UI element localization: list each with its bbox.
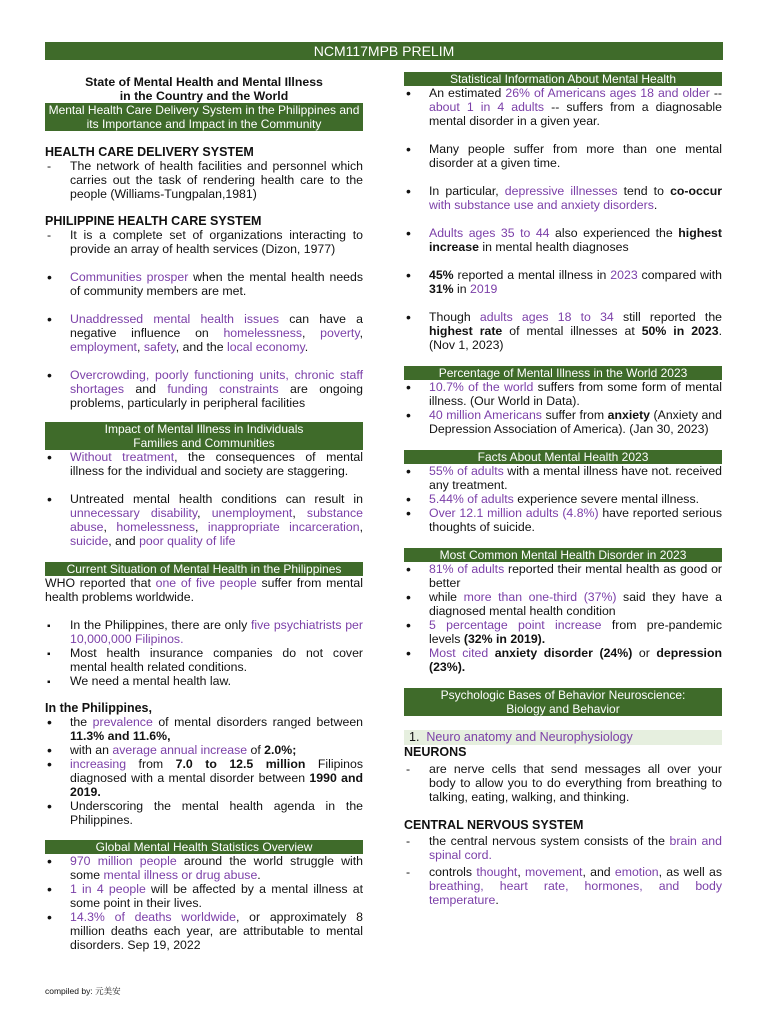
phcs-heading: PHILIPPINE HEALTH CARE SYSTEM (45, 214, 262, 228)
section-bar-common: Most Common Mental Health Disorder in 2023 (404, 548, 722, 562)
list-item: • In particular, depressive illnesses tend to co-occur with substance use and anxiety disorders. (404, 184, 722, 212)
right-column (404, 72, 722, 907)
list-item: ▪ We need a mental health law. (45, 674, 363, 688)
list-item: • An estimated 26% of Americans ages 18 and older -- about 1 in 4 adults -- suffers from a diagnosable mental disorder in a given year. (404, 86, 722, 128)
list-item: • Overcrowding, poorly functioning units, chronic staff shortages and funding constraints are ongoing problems, particularly in peripheral facilities (45, 368, 363, 410)
header-title: NCM117MPB PRELIM (45, 42, 723, 60)
list-item: • 40 million Americans suffer from anxiety (Anxiety and Depression Association of America). (Jan 30, 2023) (404, 408, 722, 436)
section-bar-delivery: Mental Health Care Delivery System in the Philippines and its Importance and Impact in the Community (45, 103, 363, 131)
list-item: • 81% of adults reported their mental health as good or better (404, 562, 722, 590)
list-item: ▪ In the Philippines, there are only five psychiatrists per 10,000,000 Filipinos. (45, 618, 363, 646)
list-item: • 55% of adults with a mental illness have not. received any treatment. (404, 464, 722, 492)
section-bar-psychologic: Psychologic Bases of Behavior Neuroscience: Biology and Behavior (404, 688, 722, 716)
list-item: • increasing from 7.0 to 12.5 million Filipinos diagnosed with a mental disorder between 1990 and 2019. (45, 757, 363, 799)
list-item: • Without treatment, the consequences of mental illness for the individual and society are staggering. (45, 450, 363, 478)
list-item: • while more than one-third (37%) said they have a diagnosed mental health condition (404, 590, 722, 618)
list-item: • Underscoring the mental health agenda in the Philippines. (45, 799, 363, 827)
cns-item: - controls thought, movement, and emotion, as well as breathing, heart rate, hormones, and body temperature. (404, 865, 722, 907)
list-item: • Most cited anxiety disorder (24%) or depression (23%). (404, 646, 722, 674)
hcds-item: - The network of health facilities and personnel which carries out the task of rendering health care to the people (Williams-Tungpalan,1981) (45, 159, 363, 201)
cns-heading: CENTRAL NERVOUS SYSTEM (404, 818, 584, 832)
list-item: • Adults ages 35 to 44 also experienced the highest increase in mental health diagnoses (404, 226, 722, 254)
section-bar-current: Current Situation of Mental Health in the Philippines (45, 562, 363, 576)
list-item: • 1 in 4 people will be affected by a mental illness at some point in their lives. (45, 882, 363, 910)
section-bar-statistical: Statistical Information About Mental Health (404, 72, 722, 86)
doc-title: State of Mental Health and Mental Illness in the Country and the World (85, 75, 323, 103)
list-item: • Unaddressed mental health issues can have a negative influence on homelessness, poverty, employment, safety, and the local economy. (45, 312, 363, 354)
list-item: • the prevalence of mental disorders ranged between 11.3% and 11.6%, (45, 715, 363, 743)
numbered-heading: 1. Neuro anatomy and Neurophysiology (404, 730, 722, 745)
section-bar-impact: Impact of Mental Illness in Individuals Families and Communities (45, 422, 363, 450)
neurons-item: - are nerve cells that send messages all over your body to allow you to do everything from breathing to talking, eating, walking, and thinking. (404, 762, 722, 804)
phcs-item: - It is a complete set of organizations interacting to provide an array of health services (Dizon, 1977) (45, 228, 363, 256)
who-text: WHO reported that one of five people suffer from mental health problems worldwide. (45, 576, 363, 604)
in-philippines-heading: In the Philippines, (45, 701, 152, 715)
left-column (45, 72, 363, 952)
cns-item: - the central nervous system consists of the brain and spinal cord. (404, 834, 722, 862)
list-item: • 10.7% of the world suffers from some form of mental illness. (Our World in Data). (404, 380, 722, 408)
section-bar-facts: Facts About Mental Health 2023 (404, 450, 722, 464)
list-item: • Untreated mental health conditions can result in unnecessary disability, unemployment, substance abuse, homelessness, inappropriate incarceration, suicide, and poor quality of life (45, 492, 363, 548)
section-bar-global: Global Mental Health Statistics Overview (45, 840, 363, 854)
section-bar-world: Percentage of Mental Illness in the World 2023 (404, 366, 722, 380)
list-item: • Communities prosper when the mental health needs of community members are met. (45, 270, 363, 298)
list-item: • 45% reported a mental illness in 2023 compared with 31% in 2019 (404, 268, 722, 296)
list-item: • Many people suffer from more than one mental disorder at a given time. (404, 142, 722, 170)
footer-credit: compiled by: 元美安 (45, 986, 121, 996)
neurons-heading: NEURONS (404, 745, 467, 759)
list-item: • 970 million people around the world struggle with some mental illness or drug abuse. (45, 854, 363, 882)
hcds-heading: HEALTH CARE DELIVERY SYSTEM (45, 145, 254, 159)
list-item: • 5 percentage point increase from pre-pandemic levels (32% in 2019). (404, 618, 722, 646)
list-item: • Over 12.1 million adults (4.8%) have reported serious thoughts of suicide. (404, 506, 722, 534)
list-item: • 5.44% of adults experience severe mental illness. (404, 492, 722, 506)
list-item: • with an average annual increase of 2.0%; (45, 743, 363, 757)
list-item: ▪ Most health insurance companies do not cover mental health related conditions. (45, 646, 363, 674)
list-item: • Though adults ages 18 to 34 still reported the highest rate of mental illnesses at 50% in 2023. (Nov 1, 2023) (404, 310, 722, 352)
list-item: • 14.3% of deaths worldwide, or approximately 8 million deaths each year, are attributable to mental disorders. Sep 19, 2022 (45, 910, 363, 952)
